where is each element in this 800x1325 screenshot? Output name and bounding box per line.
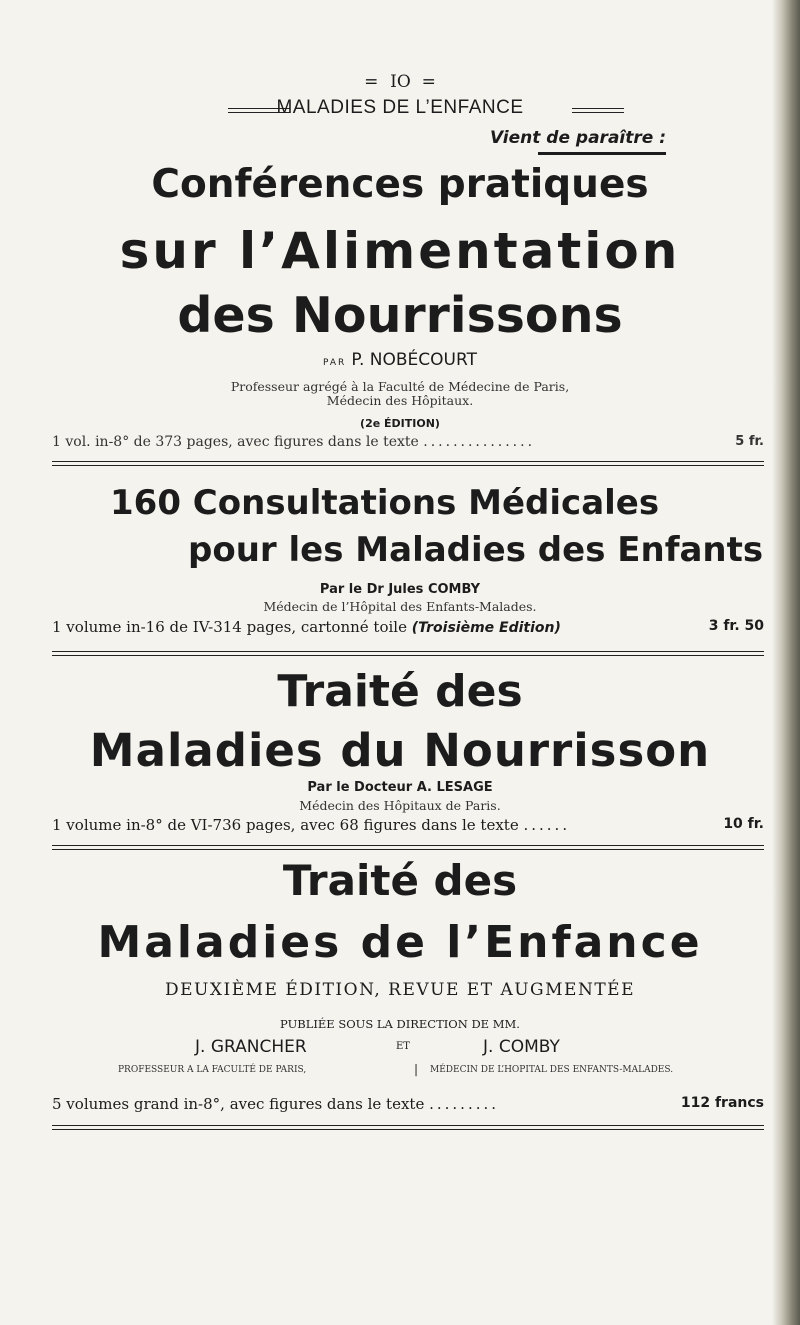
book3-title-line2: Maladies du Nourrisson — [89, 724, 711, 777]
book4-author1: J. GRANCHER — [195, 1037, 307, 1057]
book1-details: 1 vol. in-8° de 373 pages, avec figures dans le texte — [52, 434, 419, 450]
book4-conjunction: ET — [396, 1041, 410, 1052]
series-title: MALADIES DE L’ENFANCE — [276, 97, 524, 118]
book4-edition: DEUXIÈME ÉDITION, REVUE ET AUGMENTÉE — [165, 980, 635, 1000]
book2-price: 3 fr. 50 — [708, 618, 764, 634]
book4-title-line2: Maladies de l’Enfance — [97, 917, 703, 968]
book4-details: 5 volumes grand in-8°, avec figures dans le texte — [52, 1095, 425, 1113]
divider-4a — [52, 1125, 764, 1126]
book3-author: Par le Docteur A. LESAGE — [307, 780, 493, 795]
book1-author-prefix: PAR — [323, 358, 347, 368]
book1-title-line3: des Nourrissons — [177, 287, 623, 344]
book3-author-role: Médecin des Hôpitaux de Paris. — [299, 798, 501, 813]
book1-author-line — [0, 350, 800, 370]
book4-dots: ......... — [429, 1095, 500, 1113]
book1-price: 5 fr. — [735, 434, 764, 449]
divider-3b — [52, 849, 764, 850]
book3-price: 10 fr. — [723, 816, 764, 832]
book3-details: 1 volume in-8° de VI-736 pages, avec 68 figures dans le texte — [52, 816, 519, 834]
divider-1a — [52, 461, 764, 462]
announcement-underline — [538, 152, 666, 155]
book1-author-role2: Médecin des Hôpitaux. — [326, 393, 474, 408]
book4-author1-role: PROFESSEUR A LA FACULTÉ DE PARIS, — [118, 1065, 307, 1075]
book1-details-row — [52, 434, 764, 450]
book2-author: Par le Dr Jules COMBY — [319, 582, 481, 597]
book2-edition: (Troisième Edition) — [411, 620, 561, 636]
book1-title-line2: sur l’Alimentation — [119, 222, 681, 280]
book2-author-role: Médecin de l’Hôpital des Enfants-Malades. — [263, 599, 537, 614]
divider-4b — [52, 1129, 764, 1130]
divider-2a — [52, 651, 764, 652]
book1-dots: ............... — [423, 434, 536, 450]
book4-author2: J. COMBY — [483, 1037, 560, 1057]
announcement: Vient de paraître : — [489, 128, 666, 148]
book4-published: PUBLIÉE SOUS LA DIRECTION DE MM. — [280, 1017, 520, 1031]
book1-author-role1: Professeur agrégé à la Faculté de Médecine de Paris, — [230, 379, 570, 394]
book2-title-line1: 160 Consultations Médicales — [110, 483, 660, 523]
book1-author: P. NOBÉCOURT — [351, 350, 477, 370]
book4-price: 112 francs — [680, 1095, 764, 1111]
book3-title-line1: Traité des — [277, 666, 523, 717]
book2-details: 1 volume in-16 de IV-314 pages, cartonné toile — [52, 618, 407, 636]
divider-2b — [52, 655, 764, 656]
divider-3a — [52, 845, 764, 846]
book2-title-line2: pour les Maladies des Enfants — [188, 530, 764, 570]
book3-details-row — [52, 816, 764, 834]
book1-title-line1: Conférences pratiques — [151, 162, 649, 207]
book1-edition: (2e ÉDITION) — [360, 417, 440, 430]
book4-author2-role: MÉDECIN DE L’HOPITAL DES ENFANTS-MALADES. — [430, 1065, 674, 1075]
book4-details-row — [52, 1095, 764, 1113]
book4-separator: | — [414, 1062, 419, 1076]
book3-dots: ...... — [523, 816, 571, 834]
book4-title-line1: Traité des — [282, 856, 518, 905]
divider-1b — [52, 465, 764, 466]
page-number: = IO = — [364, 72, 436, 92]
book2-details-row — [52, 618, 764, 636]
